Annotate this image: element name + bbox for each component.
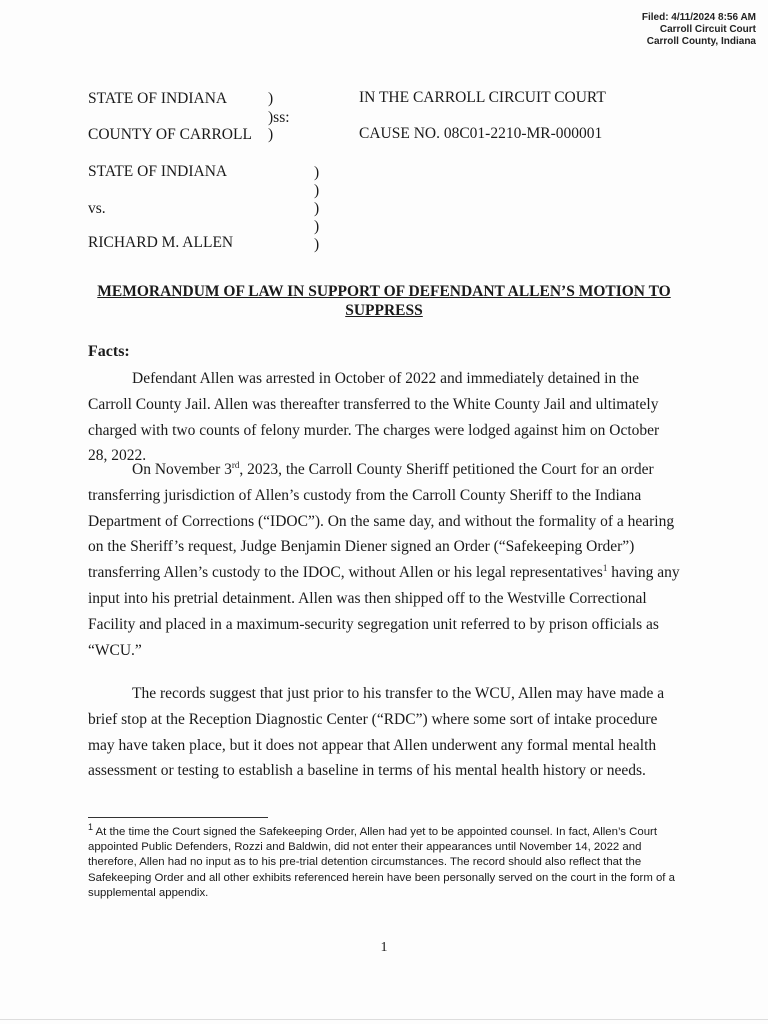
page-bottom-edge	[0, 1019, 768, 1020]
footnote-divider	[88, 817, 268, 818]
caption-cause-number: CAUSE NO. 08C01-2210-MR-000001	[359, 125, 603, 142]
caption-court: IN THE CARROLL CIRCUIT COURT	[359, 89, 606, 106]
caption-paren: )	[314, 236, 320, 253]
facts-heading: Facts:	[88, 343, 130, 360]
filing-stamp-county: Carroll County, Indiana	[646, 36, 756, 47]
paragraph-2-text-start: On November 3	[132, 461, 232, 478]
paragraph-2	[88, 457, 682, 663]
paragraph-3	[88, 681, 682, 784]
footnote-text: At the time the Court signed the Safekeeping Order, Allen had yet to be appointed counsel. In fact, Allen’s Court appointed Public Defenders, Rozzi and Baldwin, did not enter their appearances until November 14, 2022 and therefore, Allen had no input as to his pre-trial detention circumstances. The record should also reflect that the Safekeeping Order and all other exhibits referenced herein have been personally served on the court in the form of a supplemental appendix.	[88, 826, 675, 899]
footnote	[88, 822, 684, 901]
paragraph-1	[88, 366, 682, 469]
paragraph-1-text: Defendant Allen was arrested in October of 2022 and immediately detained in the Carroll County Jail. Allen was thereafter transferred to the White County Jail and ultimately charged with two counts of felony murder. The charges were lodged against him on October 28, 2022.	[88, 370, 660, 465]
caption-paren: )	[314, 218, 320, 235]
caption-county: COUNTY OF CARROLL	[88, 126, 252, 143]
footnote-reference: 1	[602, 563, 608, 574]
document-title: MEMORANDUM OF LAW IN SUPPORT OF DEFENDANT ALLEN’S MOTION TO SUPPRESS	[97, 283, 671, 319]
page-number: 1	[380, 940, 388, 955]
paragraph-2-text-middle: , 2023, the Carroll County Sheriff petitioned the Court for an order transferring jurisdiction of Allen’s custody from the Carroll County Sheriff to the Indiana Department of Corrections (“IDOC”). On the same day, and without the formality of a hearing on the Sheriff’s request, Judge Benjamin Diener signed an Order (“Safekeeping Order”) transferring Allen’s custody to the IDOC, without Allen or his legal representatives	[88, 461, 675, 582]
caption-paren: )	[268, 126, 274, 143]
filing-stamp	[642, 12, 756, 48]
filing-stamp-court: Carroll Circuit Court	[659, 24, 756, 35]
caption-paren: )	[268, 90, 274, 107]
caption-plaintiff: STATE OF INDIANA	[88, 163, 228, 180]
caption-paren: )	[314, 182, 320, 199]
caption-defendant: RICHARD M. ALLEN	[88, 234, 234, 251]
caption-ss: )ss:	[268, 109, 290, 126]
paragraph-3-text: The records suggest that just prior to his transfer to the WCU, Allen may have made a brief stop at the Reception Diagnostic Center (“RDC”) where some sort of intake procedure may have taken place, but it does not appear that Allen underwent any formal mental health assessment or testing to establish a baseline in terms of his mental health history or needs.	[88, 685, 665, 780]
footnote-marker: 1	[88, 822, 94, 833]
ordinal-superscript: rd	[231, 459, 240, 470]
caption-paren: )	[314, 164, 320, 181]
caption-state: STATE OF INDIANA	[88, 90, 228, 107]
caption-paren: )	[314, 200, 320, 217]
caption-vs: vs.	[88, 200, 106, 217]
filing-stamp-date: Filed: 4/11/2024 8:56 AM	[641, 12, 756, 23]
paragraph-2-text-end: having any input into his pretrial detainment. Allen was then shipped off to the Westville Correctional Facility and placed in a maximum-security segregation unit referred to by prison officials as “WCU.”	[88, 564, 680, 659]
